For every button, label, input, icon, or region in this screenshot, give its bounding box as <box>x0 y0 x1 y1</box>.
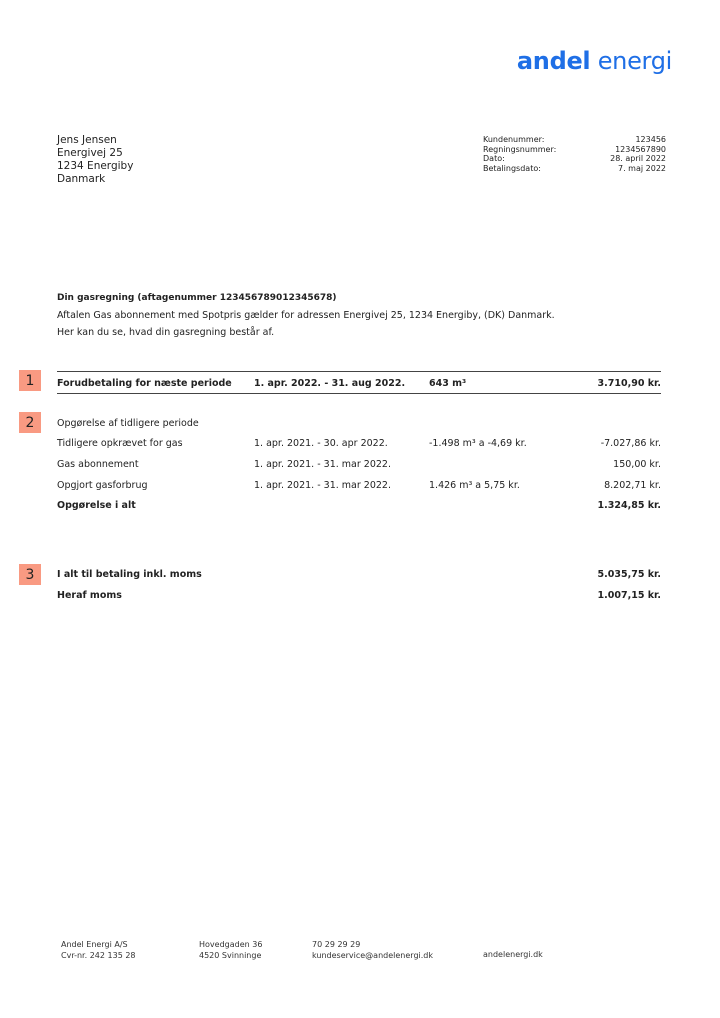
intro <box>57 290 555 341</box>
row-amount: 150,00 kr. <box>613 458 661 470</box>
andel-energi-logo <box>517 47 672 75</box>
row-amount: 8.202,71 kr. <box>604 479 661 491</box>
footer-line: Andel Energi A/S <box>61 940 128 949</box>
address-line: 1234 Energiby <box>57 160 134 172</box>
invoice-meta <box>483 135 666 174</box>
row-amount: -7.027,86 kr. <box>600 437 661 449</box>
table-row <box>57 454 661 474</box>
section-badge-1: 1 <box>19 370 41 391</box>
meta-label: Dato: <box>483 154 505 164</box>
row-period: 1. apr. 2022. - 31. aug 2022. <box>254 377 406 389</box>
row-label: Opgørelse i alt <box>57 499 136 511</box>
row-label: Gas abonnement <box>57 458 139 470</box>
meta-value: 7. maj 2022 <box>618 164 666 174</box>
footer-email[interactable]: kundeservice@andelenergi.dk <box>312 950 433 960</box>
meta-label: Kundenummer: <box>483 135 545 144</box>
customer-address <box>57 134 133 186</box>
meta-label: Regningsnummer: <box>483 144 557 154</box>
address-line: Danmark <box>57 173 106 185</box>
meta-label: Betalingsdato: <box>483 164 541 174</box>
row-period: 1. apr. 2021. - 31. mar 2022. <box>254 458 391 470</box>
table-row <box>57 433 661 453</box>
row-label: Forudbetaling for næste periode <box>57 377 232 389</box>
total-payment-row <box>57 564 661 584</box>
footer-line: Hovedgaden 36 <box>199 940 263 949</box>
address-line: Energivej 25 <box>57 147 123 159</box>
meta-row <box>483 164 666 174</box>
meta-row <box>483 154 666 164</box>
footer-line: 4520 Svinninge <box>199 950 262 960</box>
row-qty: 643 m³ <box>429 377 467 389</box>
footer-address <box>199 940 262 961</box>
row-amount: 5.035,75 kr. <box>597 568 661 580</box>
intro-line: Her kan du se, hvad din gasregning består af. <box>57 327 275 338</box>
logo-bold: andel <box>516 47 591 75</box>
row-label: I alt til betaling inkl. moms <box>57 568 202 580</box>
intro-title: Din gasregning (aftagenummer 123456789012345678) <box>57 293 337 303</box>
meta-value: 123456 <box>635 135 666 144</box>
footer-contact <box>312 940 433 961</box>
address-line: Jens Jensen <box>57 134 117 146</box>
row-label: Tidligere opkrævet for gas <box>57 437 183 449</box>
row-amount: 1.007,15 kr. <box>597 589 661 601</box>
prepayment-row <box>57 373 661 393</box>
row-qty: 1.426 m³ a 5,75 kr. <box>429 479 520 491</box>
footer-company <box>61 940 136 961</box>
meta-value: 1234567890 <box>615 144 666 154</box>
row-amount: 1.324,85 kr. <box>597 499 661 511</box>
divider <box>57 371 661 372</box>
row-qty: -1.498 m³ a -4,69 kr. <box>429 437 527 449</box>
intro-line: Aftalen Gas abonnement med Spotpris gælder for adressen Energivej 25, 1234 Energiby, (DK) Danmark. <box>57 310 555 321</box>
logo-light: energi <box>597 47 672 75</box>
divider <box>57 393 661 394</box>
section-badge-2: 2 <box>19 412 41 433</box>
row-amount: 3.710,90 kr. <box>597 377 661 389</box>
footer-line: Cvr-nr. 242 135 28 <box>61 950 136 960</box>
row-period: 1. apr. 2021. - 31. mar 2022. <box>254 479 391 491</box>
section-badge-3: 3 <box>19 564 41 585</box>
footer-website[interactable]: andelenergi.dk <box>483 950 543 959</box>
meta-row <box>483 145 666 155</box>
vat-row <box>57 585 661 605</box>
row-label: Heraf moms <box>57 589 122 601</box>
meta-row <box>483 135 666 145</box>
row-label: Opgjort gasforbrug <box>57 479 148 491</box>
table-row <box>57 475 661 495</box>
section-heading <box>57 413 661 433</box>
settlement-total-row <box>57 495 661 515</box>
row-period: 1. apr. 2021. - 30. apr 2022. <box>254 437 388 449</box>
section-heading-text: Opgørelse af tidligere periode <box>57 417 199 429</box>
footer-phone: 70 29 29 29 <box>312 940 361 949</box>
meta-value: 28. april 2022 <box>610 154 666 164</box>
